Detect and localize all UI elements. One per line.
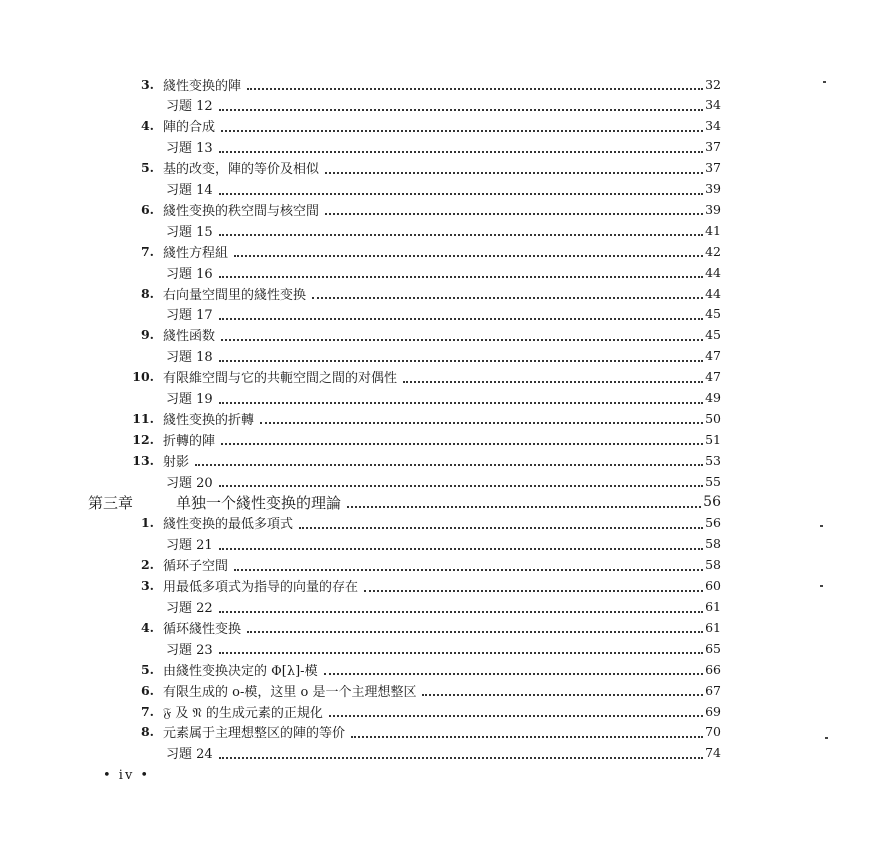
toc-exercise-row: [0, 597, 870, 617]
toc-exercise-row: [0, 137, 870, 157]
toc-section-row: [0, 576, 870, 596]
exercise-title: 习題 22: [166, 601, 213, 616]
page-number: 44: [705, 285, 721, 301]
section-number: 5.: [140, 160, 154, 176]
exercise-title: 习题 12: [166, 99, 213, 115]
entry-title: 有限生成的 o-模，这里 o 是一个主理想整区: [163, 684, 417, 700]
entry-title: 綫性方程組: [163, 245, 229, 261]
page-number: 70: [705, 724, 721, 740]
page-number: 41: [705, 222, 721, 238]
dot-leader: [324, 671, 703, 675]
dot-leader: [403, 379, 703, 383]
dot-leader: [219, 316, 703, 320]
entry-title: 右向量空間里的綫性变换: [163, 287, 307, 303]
section-number: 11.: [132, 410, 154, 426]
toc-exercise-row: [0, 262, 870, 282]
section-number: 3.: [140, 76, 154, 92]
dot-leader: [351, 734, 703, 738]
toc-section-row: [0, 199, 870, 219]
toc-section-row: [0, 325, 870, 345]
dot-leader: [219, 149, 703, 153]
dot-leader: [219, 546, 703, 550]
exercise-title: 习題 16: [166, 266, 213, 282]
page-number: 34: [705, 97, 721, 113]
dot-leader: [219, 107, 703, 111]
toc-exercise-row: [0, 95, 870, 115]
entry-title: 循环綫性变换: [163, 621, 242, 637]
exercise-title: 习題 19: [166, 392, 213, 407]
toc-exercise-row: [0, 534, 870, 554]
page-number: 67: [705, 682, 721, 698]
page-number: 32: [705, 76, 721, 92]
page-number: 58: [705, 536, 721, 552]
section-number: 8.: [140, 285, 154, 301]
dot-leader: [219, 358, 703, 362]
page-number: 47: [705, 348, 721, 364]
chapter-label: 第三章: [88, 493, 134, 512]
toc-section-row: [0, 659, 870, 679]
section-number: 9.: [140, 327, 154, 343]
toc-section-row: [0, 617, 870, 637]
page-number: 44: [705, 264, 721, 280]
exercise-title: 习題 23: [166, 642, 213, 658]
section-number: 12.: [132, 431, 154, 447]
page-number: 34: [705, 118, 721, 134]
dot-leader: [221, 128, 703, 132]
section-number: 4.: [140, 118, 154, 134]
page-number: 47: [705, 369, 721, 385]
exercise-title: 习題 15: [166, 224, 213, 240]
page-number: 65: [705, 640, 721, 656]
dot-leader: [325, 170, 703, 174]
entry-title: 基的改变，陣的等价及相似: [163, 162, 320, 178]
toc-exercise-row: [0, 346, 870, 366]
page-number: 42: [705, 243, 721, 259]
dot-leader: [219, 755, 703, 759]
dot-leader: [329, 713, 703, 717]
page-number: 45: [705, 327, 721, 343]
dot-leader: [312, 295, 703, 299]
entry-title: 陣的合成: [163, 120, 216, 136]
toc-section-row: [0, 408, 870, 428]
entry-title: 有限維空間与它的共軛空間之間的对偶性: [163, 371, 398, 387]
dot-leader: [234, 253, 703, 257]
dot-leader: [364, 588, 703, 592]
exercise-title: 习題 14: [166, 183, 213, 198]
toc-section-row: [0, 241, 870, 261]
toc-section-row: [0, 429, 870, 449]
page-number: 39: [705, 201, 721, 217]
toc-section-row: [0, 158, 870, 178]
entry-title: 循环子空間: [163, 559, 229, 575]
dot-leader: [347, 504, 701, 508]
scan-speck: [820, 525, 823, 527]
section-number: 8.: [140, 724, 154, 740]
page-number: 74: [705, 745, 721, 761]
dot-leader: [195, 462, 703, 466]
toc-section-row: [0, 513, 870, 533]
page-number-footer: • iv •: [103, 768, 151, 783]
dot-leader: [422, 692, 703, 696]
dot-leader: [260, 420, 703, 424]
dot-leader: [221, 441, 703, 445]
page-number: 49: [705, 390, 721, 405]
toc-exercise-row: [0, 220, 870, 240]
page-number: 37: [705, 139, 721, 155]
page-number: 61: [705, 619, 721, 635]
exercise-title: 习題 18: [166, 350, 213, 366]
toc-section-row: [0, 722, 870, 742]
dot-leader: [219, 400, 703, 404]
toc-section-row: [0, 701, 870, 721]
entry-title: 綫性变换的陣: [163, 78, 242, 94]
section-number: 6.: [140, 201, 154, 217]
dot-leader: [247, 629, 703, 633]
page-number: 61: [705, 599, 721, 614]
entry-title: 綫性变换的秩空間与核空間: [163, 203, 320, 219]
exercise-title: 习題 21: [166, 538, 213, 554]
toc-exercise-row: [0, 179, 870, 199]
dot-leader: [219, 609, 703, 613]
page-number: 45: [705, 306, 721, 322]
section-number: 4.: [140, 619, 154, 635]
section-number: 5.: [140, 661, 154, 677]
page-number: 69: [705, 703, 721, 719]
toc-section-row: [0, 74, 870, 94]
dot-leader: [325, 211, 703, 215]
toc-exercise-row: [0, 304, 870, 324]
exercise-title: 习題 24: [166, 747, 213, 763]
page-number: 39: [705, 181, 721, 196]
dot-leader: [219, 650, 703, 654]
dot-leader: [247, 86, 703, 90]
section-number: 7.: [140, 703, 154, 719]
entry-title: 折轉的陣: [163, 433, 216, 449]
exercise-title: 习題 20: [166, 475, 213, 491]
entry-title: 綫性变换的最低多項式: [163, 517, 294, 533]
section-number: 3.: [140, 578, 154, 594]
dot-leader: [219, 274, 703, 278]
dot-leader: [219, 483, 703, 487]
toc-exercise-row: [0, 388, 870, 408]
dot-leader: [234, 567, 703, 571]
exercise-title: 习題 13: [166, 141, 213, 157]
toc-exercise-row: [0, 743, 870, 763]
scan-speck: [825, 737, 828, 739]
entry-title: 元素属于主理想整区的陣的等价: [163, 726, 346, 742]
entry-title: 用最低多項式为指导的向量的存在: [163, 580, 359, 596]
section-number: 7.: [140, 243, 154, 259]
entry-title: 由綫性变换决定的 Φ[λ]-模: [163, 663, 318, 679]
toc-section-row: [0, 283, 870, 303]
dot-leader: [219, 232, 703, 236]
page-number: 58: [705, 557, 721, 573]
scan-speck: [820, 585, 823, 587]
section-number: 6.: [140, 682, 154, 698]
toc-section-row: [0, 367, 870, 387]
toc-section-row: [0, 450, 870, 470]
page-number: 60: [705, 578, 721, 594]
entry-title: 射影: [163, 454, 190, 470]
page-number: 56: [705, 515, 721, 531]
toc-section-row: [0, 680, 870, 700]
page-number: 51: [705, 431, 721, 447]
toc-exercise-row: [0, 471, 870, 491]
section-number: 1.: [140, 515, 154, 531]
scan-speck: [823, 81, 826, 83]
section-number: 13.: [132, 452, 154, 468]
page-number: 55: [705, 473, 721, 489]
exercise-title: 习題 17: [166, 308, 213, 324]
entry-title: 綫性变换的折轉: [163, 412, 255, 428]
entry-title: 綫性函数: [163, 329, 216, 345]
toc-chapter-row: [0, 492, 870, 512]
dot-leader: [221, 337, 703, 341]
dot-leader: [299, 525, 703, 529]
dot-leader: [219, 191, 703, 195]
entry-title: 单独一个綫性变换的理論: [176, 493, 342, 512]
section-number: 2.: [140, 557, 154, 573]
page-number: 37: [705, 160, 721, 176]
toc-section-row: [0, 116, 870, 136]
section-number: 10.: [132, 369, 154, 385]
toc-exercise-row: [0, 638, 870, 658]
entry-title: 𝔉 及 𝔑 的生成元素的正規化: [163, 705, 323, 721]
page-number: 50: [705, 410, 721, 426]
page-number: 56: [703, 494, 721, 510]
page-number: 53: [705, 452, 721, 468]
page-number: 66: [705, 661, 721, 677]
toc-section-row: [0, 555, 870, 575]
